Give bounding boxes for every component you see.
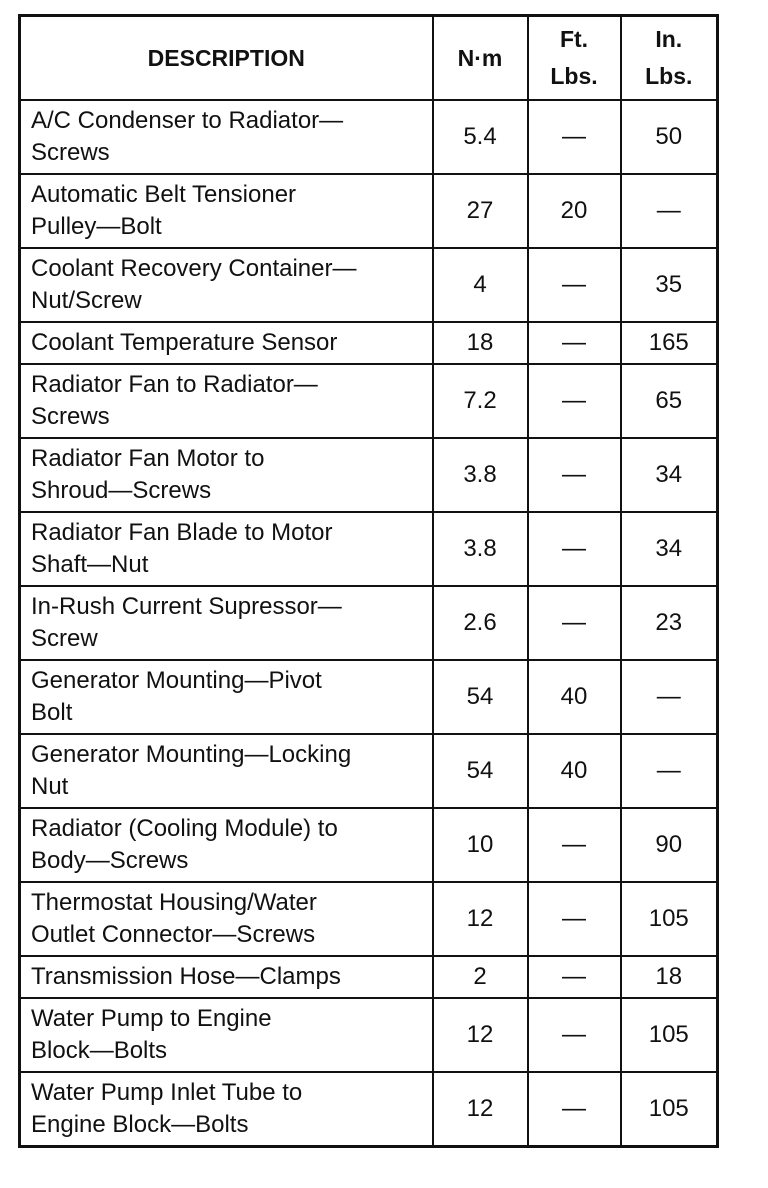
in-lbs-value-cell: 165 (621, 322, 718, 364)
ft-lbs-value-cell: — (528, 438, 621, 512)
description-line1: Coolant Recovery Container— (31, 255, 357, 282)
description-line2: Shaft—Nut (31, 551, 149, 578)
description-line1: Radiator Fan Motor to (31, 445, 265, 472)
description-cell (20, 512, 433, 586)
header-row (20, 16, 718, 101)
table-row (20, 438, 718, 512)
description-line1: Generator Mounting—Pivot (31, 667, 322, 694)
header-ft-line1: Ft. (559, 26, 589, 52)
table-row (20, 364, 718, 438)
description-cell (20, 438, 433, 512)
description-cell (20, 882, 433, 956)
ft-lbs-value-cell: — (528, 100, 621, 174)
nm-value-cell: 27 (433, 174, 528, 248)
nm-value-cell: 54 (433, 660, 528, 734)
header-description-text: DESCRIPTION (147, 44, 305, 71)
nm-value-cell: 12 (433, 1072, 528, 1147)
ft-lbs-value-cell: — (528, 882, 621, 956)
table-row (20, 808, 718, 882)
ft-lbs-value-cell: — (528, 586, 621, 660)
table-row (20, 100, 718, 174)
nm-value-cell: 10 (433, 808, 528, 882)
header-ft-lbs (528, 16, 621, 101)
torque-spec-table (18, 14, 719, 1148)
description-line1: Water Pump Inlet Tube to (31, 1079, 303, 1106)
description-cell (20, 660, 433, 734)
header-in-line2: Lbs. (645, 63, 693, 89)
description-line1: In-Rush Current Supressor— (31, 593, 342, 620)
header-nm-text: N·m (457, 44, 503, 71)
description-cell (20, 1072, 433, 1147)
table-row (20, 248, 718, 322)
table-row (20, 512, 718, 586)
in-lbs-value-cell: — (621, 174, 718, 248)
in-lbs-value-cell: 34 (621, 438, 718, 512)
description-line2: Body—Screws (31, 847, 189, 874)
table-row (20, 956, 718, 998)
description-line2: Screws (31, 139, 110, 166)
header-ft-line2: Lbs. (550, 63, 598, 89)
ft-lbs-value-cell: — (528, 322, 621, 364)
ft-lbs-value-cell: — (528, 1072, 621, 1147)
header-nm (433, 16, 528, 101)
description-line1: Radiator Fan to Radiator— (31, 371, 318, 398)
description-line2: Block—Bolts (31, 1037, 168, 1064)
description-cell (20, 364, 433, 438)
ft-lbs-value-cell: — (528, 512, 621, 586)
description-line2: Engine Block—Bolts (31, 1111, 249, 1138)
description-cell (20, 322, 433, 364)
description-line1: Coolant Temperature Sensor (31, 329, 338, 356)
ft-lbs-value-cell: — (528, 808, 621, 882)
description-line1: Radiator Fan Blade to Motor (31, 519, 333, 546)
ft-lbs-value-cell: 40 (528, 660, 621, 734)
description-line2: Screw (31, 625, 98, 652)
ft-lbs-value-cell: — (528, 364, 621, 438)
in-lbs-value-cell: 105 (621, 998, 718, 1072)
description-line1: A/C Condenser to Radiator— (31, 107, 344, 134)
table-row (20, 1072, 718, 1147)
description-cell (20, 100, 433, 174)
description-line2: Shroud—Screws (31, 477, 212, 504)
table-row (20, 660, 718, 734)
in-lbs-value-cell: 35 (621, 248, 718, 322)
in-lbs-value-cell: 65 (621, 364, 718, 438)
nm-value-cell: 4 (433, 248, 528, 322)
nm-value-cell: 12 (433, 998, 528, 1072)
table-row (20, 734, 718, 808)
ft-lbs-value-cell: — (528, 998, 621, 1072)
in-lbs-value-cell: — (621, 660, 718, 734)
table-row (20, 322, 718, 364)
nm-value-cell: 3.8 (433, 438, 528, 512)
in-lbs-value-cell: — (621, 734, 718, 808)
in-lbs-value-cell: 18 (621, 956, 718, 998)
ft-lbs-value-cell: — (528, 956, 621, 998)
description-cell (20, 174, 433, 248)
table-row (20, 586, 718, 660)
description-line1: Automatic Belt Tensioner (31, 181, 297, 208)
table-row (20, 998, 718, 1072)
nm-value-cell: 54 (433, 734, 528, 808)
description-line2: Pulley—Bolt (31, 213, 162, 240)
header-description (20, 16, 433, 101)
in-lbs-value-cell: 105 (621, 1072, 718, 1147)
description-line1: Transmission Hose—Clamps (31, 963, 341, 990)
description-line1: Water Pump to Engine (31, 1005, 272, 1032)
description-cell (20, 998, 433, 1072)
table-row (20, 174, 718, 248)
description-line2: Nut (31, 773, 69, 800)
ft-lbs-value-cell: 40 (528, 734, 621, 808)
nm-value-cell: 7.2 (433, 364, 528, 438)
description-cell (20, 956, 433, 998)
nm-value-cell: 5.4 (433, 100, 528, 174)
description-line2: Bolt (31, 699, 73, 726)
ft-lbs-value-cell: — (528, 248, 621, 322)
table-row (20, 882, 718, 956)
description-line2: Nut/Screw (31, 287, 142, 314)
header-in-lbs (621, 16, 718, 101)
in-lbs-value-cell: 34 (621, 512, 718, 586)
nm-value-cell: 2 (433, 956, 528, 998)
nm-value-cell: 3.8 (433, 512, 528, 586)
description-cell (20, 734, 433, 808)
in-lbs-value-cell: 50 (621, 100, 718, 174)
description-line2: Outlet Connector—Screws (31, 921, 316, 948)
description-cell (20, 586, 433, 660)
description-line1: Radiator (Cooling Module) to (31, 815, 338, 842)
description-cell (20, 808, 433, 882)
ft-lbs-value-cell: 20 (528, 174, 621, 248)
description-line1: Thermostat Housing/Water (31, 889, 317, 916)
in-lbs-value-cell: 90 (621, 808, 718, 882)
nm-value-cell: 12 (433, 882, 528, 956)
description-line2: Screws (31, 403, 110, 430)
in-lbs-value-cell: 23 (621, 586, 718, 660)
header-in-line1: In. (655, 26, 683, 52)
in-lbs-value-cell: 105 (621, 882, 718, 956)
description-line1: Generator Mounting—Locking (31, 741, 352, 768)
nm-value-cell: 2.6 (433, 586, 528, 660)
nm-value-cell: 18 (433, 322, 528, 364)
description-cell (20, 248, 433, 322)
